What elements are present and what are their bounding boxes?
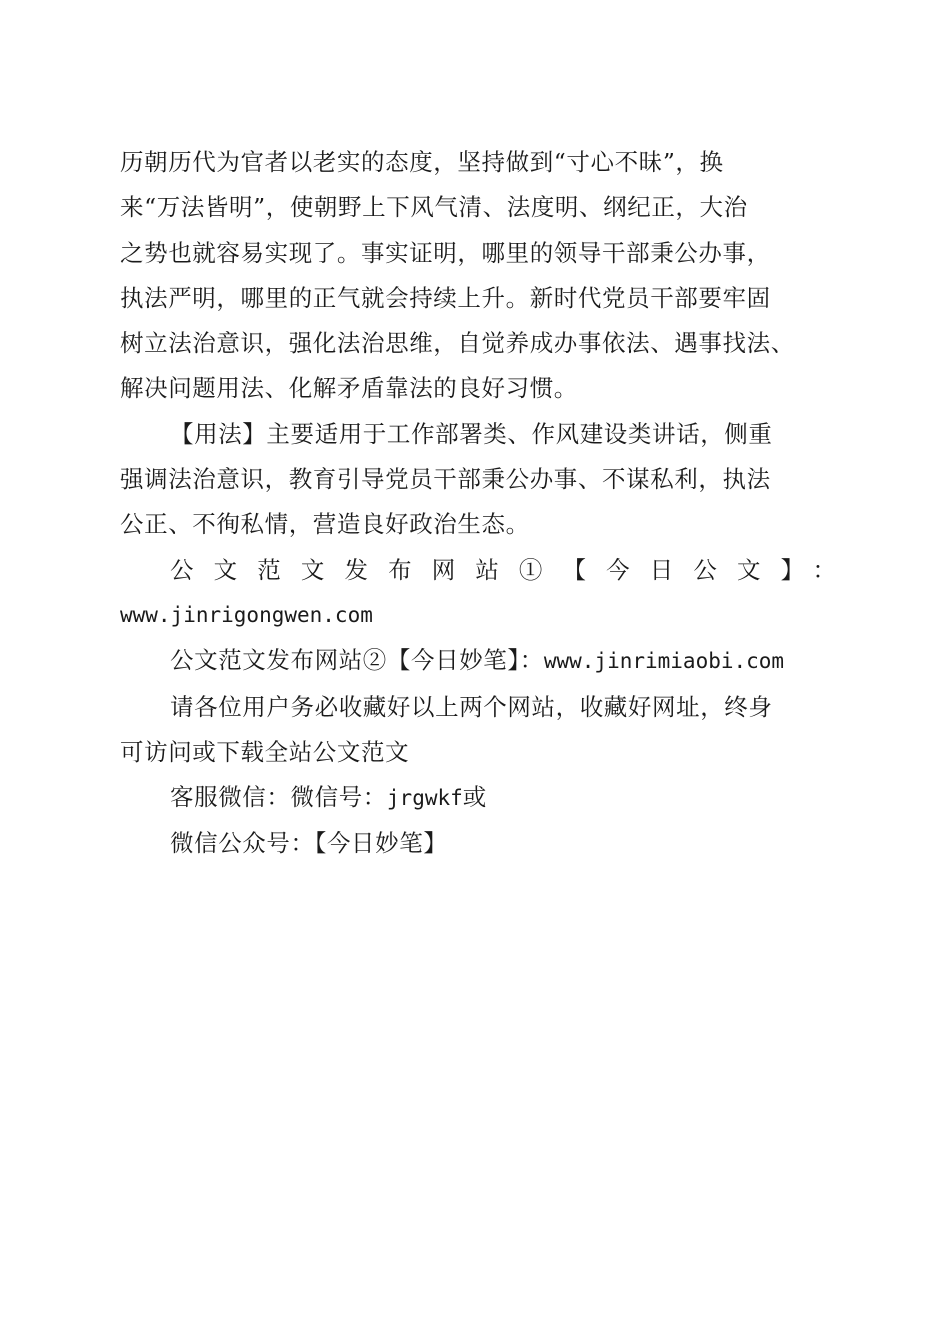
text-line: 请各位用户务必收藏好以上两个网站，收藏好网址，终身 [170,692,773,721]
text-line: 执法严明，哪里的正气就会持续上升。新时代党员干部要牢固 [120,283,771,312]
site2-label: 公文范文发布网站②【今日妙笔】： [170,646,544,675]
text-line: 来“万法皆明”，使朝野上下风气清、法度明、纲纪正，大治 [120,193,748,222]
paragraph-site2 [120,638,836,684]
site1-label: 公文范文发布网站①【今日公文】： [170,555,836,584]
text-line: 强调法治意识，教育引导党员干部秉公办事、不谋私利，执法 [120,465,771,494]
text-line: 历朝历代为官者以老实的态度，坚持做到“寸心不昧”，换 [120,148,724,176]
text-line: 公正、不徇私情，营造良好政治生态。 [120,510,530,539]
paragraph-wechat-service [120,775,836,821]
wechat-service-id: jrgwkf [386,786,463,811]
wechat-service-label: 客服微信：微信号： [170,783,387,812]
paragraph-wechat-official [120,821,836,866]
text-line: 树立法治意识，强化法治思维，自觉养成办事依法、遇事找法、 [120,329,795,358]
site2-line [120,638,836,684]
text-line: 解决问题用法、化解矛盾靠法的良好习惯。 [120,374,578,403]
text-line: 【用法】主要适用于工作部署类、作风建设类讲话，侧重 [170,419,773,448]
wechat-service-or: 或 [462,783,487,812]
site2-url-link[interactable]: www.jinrimiaobi.com [543,649,785,674]
paragraph-main [120,140,836,412]
wechat-official-line: 微信公众号：【今日妙笔】 [170,829,448,858]
text-line: 之势也就容易实现了。事实证明，哪里的领导干部秉公办事， [120,238,771,267]
wechat-service-line [120,775,836,821]
paragraph-notice [120,685,836,776]
document-body [120,140,836,867]
paragraph-usage [120,412,836,548]
paragraph-site1 [120,548,836,639]
text-line: 可访问或下载全站公文范文 [120,737,410,766]
site1-url-link[interactable]: www.jinrigongwen.com [120,602,373,627]
